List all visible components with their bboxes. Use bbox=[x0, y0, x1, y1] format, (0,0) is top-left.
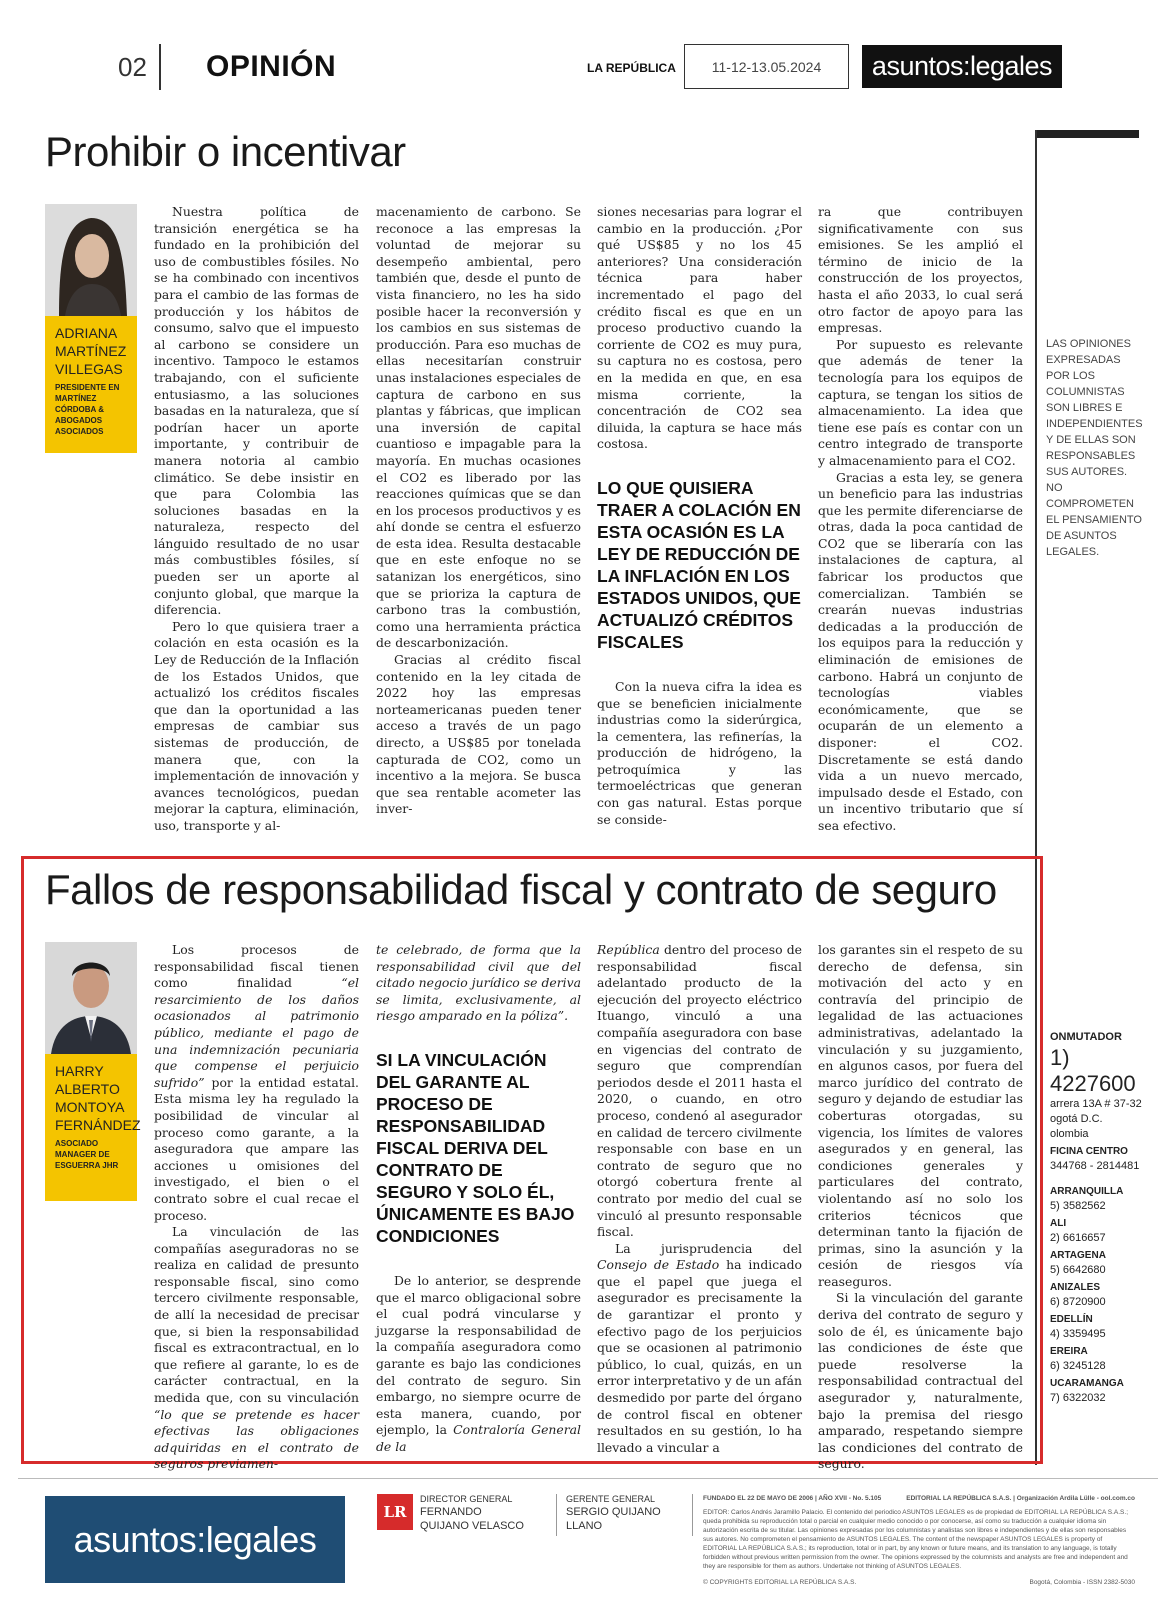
paragraph: Nuestra política de transición energética se ha fundado en la prohibición del uso de combustibles fósiles. No se ha combinado con incentivos para el cambio de las formas de producción y los hábitos de consumo, salvo que el impuesto al carbono se considere un incentivo. Tampoco le estamos trabajando, con el suficiente entusiasmo, a las soluciones basadas en la naturaleza, que sí podrían hacer un aporte importante, y contribuir de manera notoria al cambio climático. Se debe insistir en que para Colombia las soluciones basadas en la naturaleza, respecto del lánguido resultado de no usar más combustibles fósiles, sí pueden ser un aporte al conjunto global, que marque la diferencia. bbox=[154, 204, 359, 618]
paragraph: Gracias a esta ley, se genera un beneficio para las industrias que les permite diferenciarse de otras, dada la poca cantidad de CO2 que se liberaría con las instalaciones de captura, al fabricar los productos que comercializan. También se crearán nuevas industrias dedicadas a la producción de los equipos para la reducción y eliminación de emisiones de carbono. Habrá un conjunto de tecnologías viables económicamente, que se ocuparán de un elemento a disponer: el CO2. Discretamente se está dando vida a un nuevo mercado, impulsado desde el Estado, con un incentivo tributario que sí sea efectivo. bbox=[818, 469, 1023, 833]
city-phone: 6) 8720900 bbox=[1050, 1296, 1106, 1308]
city-phone: 5) 6642680 bbox=[1050, 1264, 1106, 1276]
footer-divider bbox=[18, 1478, 1158, 1479]
article2-column-3 bbox=[597, 942, 802, 1455]
city-name: ARRANQUILLA bbox=[1050, 1186, 1124, 1197]
author-name: HARRY ALBERTO MONTOYA FERNÁNDEZ bbox=[55, 1063, 141, 1133]
city-name: UCARAMANGA bbox=[1050, 1378, 1124, 1389]
paragraph: La vinculación de las compañías aseguradoras no se realiza en calidad de presunto responsable fiscal, sino como tercero civilmente responsable, de allí la necesidad de precisar que, si bien la responsabilidad fiscal es extracontractual, en lo que refiere al garante, lo es de carácter contractual, en la medida que, con su vinculación “lo que se pretende es hacer efectivas las obligaciones adquiridas en el contrato de seguros previamen- bbox=[154, 1224, 359, 1472]
author-name: ADRIANA MARTÍNEZ VILLEGAS bbox=[55, 325, 127, 377]
contact-directory bbox=[1050, 1030, 1145, 1406]
publisher-line: EDITORIAL LA REPÚBLICA S.A.S. | Organización Ardila Lülle - ool.com.co bbox=[906, 1495, 1135, 1502]
author-role: PRESIDENTE EN MARTÍNEZ CÓRDOBA & ABOGADOS ASOCIADOS bbox=[55, 383, 120, 436]
address-line: ogotá D.C. bbox=[1050, 1113, 1103, 1125]
city-name: ALI bbox=[1050, 1218, 1067, 1229]
footer-copyright-row bbox=[703, 1578, 1135, 1587]
city-name: ANIZALES bbox=[1050, 1282, 1100, 1293]
article1-column-2 bbox=[376, 204, 581, 824]
copyright-line: © COPYRIGHTS EDITORIAL LA REPÚBLICA S.A.S. bbox=[703, 1579, 857, 1586]
director-name: FERNANDO QUIJANO VELASCO bbox=[420, 1506, 524, 1532]
article1-column-3 bbox=[597, 204, 802, 827]
paragraph: ra que contribuyen significativamente con sus emisiones. Se les amplió el término de inicio de la construcción de los proyectos, hasta el año 2033, lo cual será otro factor de apoyo para las empresas. bbox=[818, 204, 1023, 336]
paragraph: Con la nueva cifra la idea es que se beneficien inicialmente industrias como la siderúrgica, la cementera, las refinerías, la producción de hidrógeno, la petroquímica y las termoeléctricas que generan con gas natural. Estas porque se conside- bbox=[597, 678, 802, 827]
sidebar-top-rule bbox=[1035, 130, 1139, 138]
paragraph: La jurisprudencia del Consejo de Estado ha indicado que el papel que juega el asegurador es precisamente la de garantizar el pronto y efectivo pago de los perjuicios que se ocasionen al patrimonio público, lo cual, quizás, en un error interpretativo y de un afán desmedido por parte del órgano de control fiscal en obtener resultados en su gestión, lo ha llevado a vincular a bbox=[597, 1240, 802, 1455]
manager-label: GERENTE GENERAL bbox=[566, 1494, 656, 1504]
page-number: 02 bbox=[118, 52, 147, 82]
brand-logo-footer: asuntos:legales bbox=[45, 1496, 345, 1583]
office-phone: 344768 - 2814481 bbox=[1050, 1160, 1140, 1172]
footer-separator bbox=[692, 1494, 693, 1536]
director-label: DIRECTOR GENERAL bbox=[420, 1494, 513, 1504]
footer-separator bbox=[556, 1494, 557, 1536]
paragraph: te celebrado, de forma que la responsabilidad civil que del citado negocio jurídico se deriva se limita, exclusivamente, al riesgo amparado en la póliza”. bbox=[376, 942, 581, 1024]
lr-logo-icon: LR bbox=[377, 1494, 413, 1530]
paragraph: De lo anterior, se desprende que el marco obligacional sobre el cual podrá vincularse y juzgarse la responsabilidad de la compañía aseguradora como garante es bajo las condiciones del contrato de seguro. Sin embargo, no siempre ocurre de esta manera, cuando, por ejemplo, la Contraloría General de la bbox=[376, 1272, 581, 1454]
author-photo-1 bbox=[45, 204, 137, 316]
paragraph: macenamiento de carbono. Se reconoce a las empresas la voluntad de mejorar su desempeño ambiental, pero también que, desde el punto de vista financiero, no les ha sido posible hacer la reconversión y los cambios en sus sistemas de producción. Para eso muchas de ellas necesitarían construir unas instalaciones especiales de captura de carbono en sus plantas y fábricas, que implican una inversión de capital cuantioso e impagable para la mayoría. En muchas ocasiones el CO2 es liberado por las reacciones químicas que se dan en los procesos productivos y es ahí donde se centra el esfuerzo de esta idea. Resulta destacable que en este enfoque no se satanizan los energéticos, sino que se prioriza la captura de carbono tras la combustión, como una herramienta práctica de descarbonización. bbox=[376, 204, 581, 651]
article2-column-1 bbox=[154, 942, 359, 1472]
manager-block bbox=[566, 1494, 666, 1533]
manager-name: SERGIO QUIJANO LLANO bbox=[566, 1506, 661, 1532]
switchboard-label: ONMUTADOR bbox=[1050, 1031, 1122, 1043]
brand-logo-header: asuntos:legales bbox=[862, 45, 1062, 88]
author-card-2 bbox=[45, 1054, 141, 1201]
sidebar-disclaimer: LAS OPINIONES EXPRESADAS POR LOS COLUMNISTAS SON LIBRES E INDEPENDIENTES Y DE ELLAS SON RESPONSABLES SUS AUTORES. NO COMPROMETEN EL PENSAMIENTO DE ASUNTOS LEGALES. bbox=[1046, 338, 1143, 558]
article2-column-2 bbox=[376, 942, 581, 1454]
footer-masthead bbox=[703, 1494, 1135, 1503]
paragraph: Si la vinculación del garante deriva del contrato de seguro y solo de él, es únicamente bajo las condiciones de éste que puede resolverse la responsabilidad contractual del asegurador y, naturalmente, bajo la premisa del riesgo amparado, respetando siempre las condiciones del contrato de seguro. bbox=[818, 1290, 1023, 1472]
paragraph: Los procesos de responsabilidad fiscal tienen como finalidad “el resarcimiento de los daños ocasionados al patrimonio público, mediante el pago de una indemnización pecuniaria que compense el perjuicio sufrido” por la entidad estatal. Esta misma ley ha regulado la posibilidad de vincular al proceso como garante, a la aseguradora que ampare las acciones u omisiones del investigado, el bien o el contrato sobre el cual recae el proceso. bbox=[154, 942, 359, 1223]
article1-title: Prohibir o incentivar bbox=[45, 128, 406, 175]
author-card-1 bbox=[45, 316, 137, 453]
switchboard-phone: 1) 4227600 bbox=[1050, 1045, 1136, 1096]
address-line: olombia bbox=[1050, 1128, 1089, 1140]
pull-quote: SI LA VINCULACIÓN DEL GARANTE AL PROCESO DE RESPONSABILIDAD FISCAL DERIVA DEL CONTRATO DE SEGURO Y SOLO ÉL, ÚNICAMENTE ES BAJO CONDICIONES bbox=[376, 1049, 575, 1246]
paragraph: los garantes sin el respeto de su derecho de defensa, sin motivación del acto y en contravía del principio de legalidad de las actuaciones administrativas, adelantado la vinculación y su juzgamiento, en algunos casos, por fuera del marco jurídico del contrato de seguro y dejando de estudiar las coberturas otorgadas, su vigencia, los límites de valores asegurados y en general, las condiciones generales y particulares del contrato, violentando así no solo los criterios técnicos que determinan tanto la fijación de primas, sino la asunción y la cesión de riesgos vía reaseguros. bbox=[818, 942, 1023, 1289]
founded-line: FUNDADO EL 22 DE MAYO DE 2006 | AÑO XVII - No. 5.105 bbox=[703, 1495, 882, 1502]
city-phone: 4) 3359495 bbox=[1050, 1328, 1106, 1340]
paragraph: Por supuesto es relevante que además de tener la tecnología para los equipos de captura, se tengan los sitios de almacenamiento. La idea que tiene ese país es contar con un centro integrado de transporte y almacenamiento para el CO2. bbox=[818, 336, 1023, 468]
legal-notice: EDITOR: Carlos Andrés Jaramillo Palacio. El contenido del periodico ASUNTOS LEGALES es de propiedad de EDITORIAL LA REPÚBLICA S.A.S.; queda prohibida su reproducción total o parcial en cualquier medio conocido o por conocerse, así como su traducción a cualquier idioma sin autorización escrita de su titular. Las opiniones expresadas por los columnistas y analistas son libres e independientes y de ellas son responsables sus autores. No comprometen el pensamiento de ASUNTOS LEGALES. The content of the newspaper ASUNTOS LEGALES is property of EDITORIAL LA REPÚBLICA S.A.S.; its reproduction, total or in part, by any known or future means, and its translation to any language, is totally forbidden without previous written permission from the owner. The opinions expressed by the columnists and analysts are free and independent and they are responsible for them as authors. Undertake not thinking of ASUNTOS LEGALES. bbox=[703, 1509, 1128, 1570]
location-line: Bogotá, Colombia - ISSN 2382-5030 bbox=[1029, 1579, 1135, 1586]
article2-column-4 bbox=[818, 942, 1023, 1472]
office-label: FICINA CENTRO bbox=[1050, 1146, 1128, 1157]
paper-name: LA REPÚBLICA bbox=[587, 61, 676, 75]
portrait-icon bbox=[45, 204, 137, 316]
section-title: OPINIÓN bbox=[206, 50, 337, 83]
city-name: EDELLÍN bbox=[1050, 1314, 1093, 1325]
author-role: ASOCIADO MANAGER DE ESGUERRA JHR bbox=[55, 1139, 119, 1170]
city-phone: 5) 3582562 bbox=[1050, 1200, 1106, 1212]
city-name: EREIRA bbox=[1050, 1346, 1088, 1357]
pull-quote: LO QUE QUISIERA TRAER A COLACIÓN EN ESTA OCASIÓN ES LA LEY DE REDUCCIÓN DE LA INFLACIÓN EN LOS ESTADOS UNIDOS, QUE ACTUALIZÓ CRÉDITOS FISCALES bbox=[597, 477, 801, 652]
issue-date: 11-12-13.05.2024 bbox=[684, 44, 849, 89]
article1-column-4 bbox=[818, 204, 1023, 833]
director-block bbox=[420, 1494, 530, 1533]
article1-column-1 bbox=[154, 204, 359, 833]
city-phone: 6) 3245128 bbox=[1050, 1360, 1106, 1372]
article2-title: Fallos de responsabilidad fiscal y contrato de seguro bbox=[45, 866, 997, 913]
city-phone: 7) 6322032 bbox=[1050, 1392, 1106, 1404]
paragraph: Gracias al crédito fiscal contenido en la ley citada de 2022 hoy las empresas norteamericanas pueden tener acceso a través de un pago directo, a US$85 por tonelada capturada de CO2, como un incentivo a la mejora. Se busca que sea rentable acometer las inver- bbox=[376, 652, 581, 817]
city-name: ARTAGENA bbox=[1050, 1250, 1106, 1261]
author-photo-2 bbox=[45, 942, 137, 1054]
paragraph: siones necesarias para lograr el cambio en la producción. ¿Por qué US$85 y no los 45 anteriores? Una consideración técnica para haber incrementado el pago del crédito fiscal es que en un proceso productivo cuando la corriente de CO2 es muy pura, su captura no es costosa, pero en la medida en que, en esa misma corriente, la concentración de CO2 sea diluida, la captura se hace más costosa. bbox=[597, 204, 802, 452]
city-phone: 2) 6616657 bbox=[1050, 1232, 1106, 1244]
paragraph: Pero lo que quisiera traer a colación en esta ocasión es la Ley de Reducción de la Inflación de los Estados Unidos, que actualizó los créditos fiscales que dan la oportunidad a las empresas de cambiar sus sistemas de producción, de manera que, con la implementación de innovación y avances tecnológicos, puedan mejorar la captura, eliminación, uso, transporte y al- bbox=[154, 618, 359, 833]
address-line: arrera 13A # 37-32 bbox=[1050, 1098, 1142, 1110]
header-divider bbox=[159, 44, 161, 90]
portrait-icon bbox=[45, 942, 137, 1054]
paragraph: República dentro del proceso de responsabilidad fiscal adelantado producto de la ejecución del proyecto eléctrico Ituango, vinculó a una compañía aseguradora con base en vigencias del contrato de seguro que comprendían periodos desde el 2011 hasta el 2020, o cuando, en otro proceso, condenó al asegurador en calidad de tercero civilmente responsable con base en un contrato de seguro que no otorgó cobertura frente al contrato por medio del cual se vinculó al presunto responsable fiscal. bbox=[597, 942, 802, 1240]
